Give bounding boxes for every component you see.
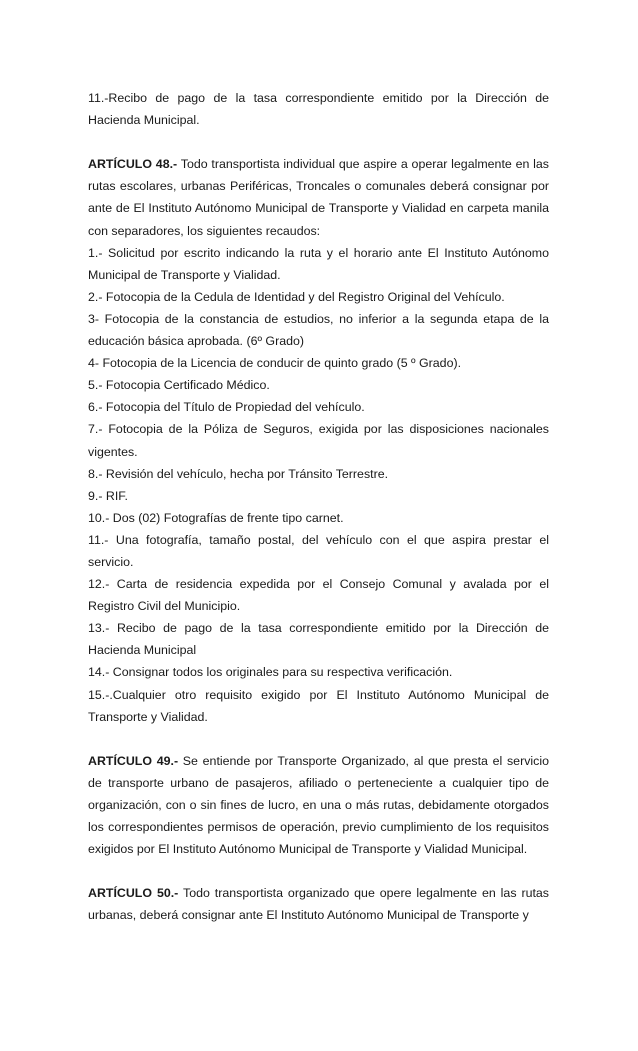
article-50 [88, 882, 549, 926]
article-50-text: Todo transportista organizado que opere legalmente en las rutas urbanas, deberá consignar ante El Instituto Autónomo Municipal de Transporte y [88, 886, 549, 923]
paragraph-gap [88, 860, 549, 882]
requirement-item-6: 6.- Fotocopia del Título de Propiedad del vehículo. [88, 400, 365, 415]
requirement-item-14: 14.- Consignar todos los originales para su respectiva verificación. [88, 665, 453, 680]
requirement-item-8: 8.- Revisión del vehículo, hecha por Tránsito Terrestre. [88, 466, 389, 481]
article-49-heading: ARTÍCULO 49.- [88, 753, 179, 768]
requirement-item-1: 1.- Solicitud por escrito indicando la ruta y el horario ante El Instituto Autónomo Municipal de Transporte y Vialidad. [88, 245, 549, 282]
requirement-item-15: 15.-.Cualquier otro requisito exigido por El Instituto Autónomo Municipal de Transporte y Vialidad. [88, 687, 549, 724]
requirement-item-13: 13.- Recibo de pago de la tasa correspondiente emitido por la Dirección de Hacienda Municipal [88, 621, 549, 658]
document-page [88, 87, 549, 927]
paragraph-gap [88, 728, 549, 750]
prior-item-11: 11.-Recibo de pago de la tasa correspondiente emitido por la Dirección de Hacienda Municipal. [88, 91, 549, 128]
requirement-item-12: 12.- Carta de residencia expedida por el Consejo Comunal y avalada por el Registro Civil del Municipio. [88, 577, 549, 614]
requirement-item-9: 9.- RIF. [88, 488, 128, 503]
requirement-item-4: 4- Fotocopia de la Licencia de conducir de quinto grado (5 º Grado). [88, 356, 462, 371]
requirement-item-7: 7.- Fotocopia de la Póliza de Seguros, exigida por las disposiciones nacionales vigentes. [88, 422, 549, 459]
requirement-item-5: 5.- Fotocopia Certificado Médico. [88, 378, 270, 393]
article-48-intro-text: Todo transportista individual que aspire a operar legalmente en las rutas escolares, urbanas Periféricas, Troncales o comunales deberá consignar por ante de El Instituto Autónomo Municipal de Transporte y Vialidad en carpeta manila con separadores, los siguientes recaudos: [88, 157, 549, 238]
paragraph-gap [88, 131, 549, 153]
article-49 [88, 750, 549, 860]
article-49-text: Se entiende por Transporte Organizado, al que presta el servicio de transporte urbano de pasajeros, afiliado o perteneciente a cualquier tipo de organización, con o sin fines de lucro, en una o más rutas, debidamente otorgados los correspondientes permisos de operación, previo cumplimiento de los requisitos exigidos por El Instituto Autónomo Municipal de Transporte y Vialidad Municipal. [88, 753, 549, 857]
article-50-heading: ARTÍCULO 50.- [88, 886, 179, 901]
requirement-item-2: 2.- Fotocopia de la Cedula de Identidad y del Registro Original del Vehículo. [88, 289, 505, 304]
article-48-intro [88, 153, 549, 241]
requirement-item-11: 11.- Una fotografía, tamaño postal, del vehículo con el que aspira prestar el servicio. [88, 532, 549, 569]
requirement-item-10: 10.- Dos (02) Fotografías de frente tipo carnet. [88, 510, 344, 525]
requirement-item-3: 3- Fotocopia de la constancia de estudios, no inferior a la segunda etapa de la educación básica aprobada. (6º Grado) [88, 311, 549, 349]
article-48-heading: ARTÍCULO 48.- [88, 157, 178, 172]
